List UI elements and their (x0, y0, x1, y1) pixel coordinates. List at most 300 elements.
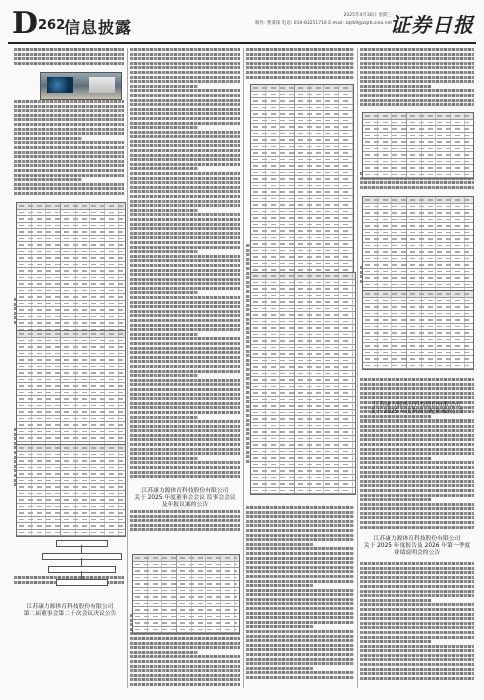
headline-line: 江苏康力源体育科技股份有限公司 (373, 402, 461, 408)
text-line (130, 365, 240, 368)
text-line (130, 246, 240, 249)
text-line (130, 515, 240, 518)
text-line (130, 94, 240, 97)
text-line (130, 434, 240, 437)
text-line (130, 296, 240, 299)
text-line (360, 475, 474, 478)
text-line (130, 452, 240, 455)
text-line (130, 278, 240, 281)
text-line (360, 461, 474, 464)
text-line (130, 112, 240, 115)
text-line (130, 347, 240, 350)
text-line (360, 378, 474, 381)
text-line (130, 528, 240, 531)
text-line (360, 383, 474, 386)
flow-arrow (81, 571, 82, 579)
text-line (130, 402, 240, 405)
text-line (130, 683, 240, 686)
text-line (14, 187, 124, 190)
text-line (130, 163, 240, 166)
text-line (130, 259, 240, 262)
edition-letter: D (12, 6, 39, 41)
text-line (130, 342, 240, 345)
text-line (360, 567, 474, 570)
text-line (130, 66, 240, 69)
text-line (14, 105, 124, 108)
table-row (133, 627, 239, 634)
text-line (130, 172, 240, 175)
text-line (246, 589, 354, 592)
text-line (130, 510, 240, 513)
text-line (246, 625, 313, 628)
text-line (246, 658, 354, 661)
text-line (14, 128, 124, 131)
text-line (360, 654, 474, 657)
data-table (250, 272, 356, 495)
text-line (246, 602, 354, 605)
text-line (246, 552, 354, 555)
text-line (130, 204, 240, 207)
headline-line: 及年报议案的公告 (161, 502, 209, 508)
text-line (130, 397, 240, 400)
text-line (130, 425, 240, 428)
text-line (130, 131, 240, 134)
table-row (17, 530, 125, 537)
headline-line: 业绩说明会的公告 (393, 550, 441, 556)
text-line (130, 448, 240, 451)
data-table (16, 330, 126, 449)
text-line (130, 53, 240, 56)
text-line (360, 181, 474, 184)
text-line (360, 516, 474, 519)
headline-line: 关于 2025 年度报告及 2026 年第一季度 (363, 543, 471, 549)
text-line (130, 103, 240, 106)
text-line (246, 639, 354, 642)
text-line (246, 635, 354, 638)
text-line (14, 169, 124, 172)
text-line (360, 658, 474, 661)
text-line (360, 62, 474, 65)
text-line (14, 114, 124, 117)
text-line (246, 53, 354, 56)
text-line (360, 85, 431, 88)
text-line (246, 621, 354, 624)
data-table (362, 196, 474, 302)
text-line (130, 642, 240, 645)
text-line (130, 466, 240, 469)
text-line (130, 443, 240, 446)
text-line (14, 57, 124, 60)
text-line (360, 526, 474, 529)
text-line (130, 190, 240, 193)
text-line (360, 571, 474, 574)
text-line (246, 71, 354, 74)
text-line (246, 598, 354, 601)
text-line (130, 177, 240, 180)
text-line (360, 594, 474, 597)
text-line (130, 264, 240, 267)
text-line (360, 103, 474, 106)
text-line (130, 383, 240, 386)
text-line (246, 538, 354, 541)
text-line (360, 608, 474, 611)
text-line (14, 132, 124, 135)
photo-screen-left (47, 77, 73, 93)
text-line (130, 328, 240, 331)
text-line (130, 655, 240, 658)
text-line (130, 241, 240, 244)
text-line (130, 108, 240, 111)
text-line (360, 448, 474, 451)
table-row (363, 363, 473, 370)
flow-arrow (81, 558, 82, 566)
flow-diagram (38, 540, 124, 602)
text-line (14, 141, 124, 144)
text-line (360, 640, 431, 643)
text-line (246, 593, 354, 596)
text-line (130, 388, 240, 391)
text-line (130, 420, 240, 423)
text-line (130, 282, 240, 285)
text-line (360, 617, 474, 620)
headline-line: 关于 2025 年度董事会会议 监事会会议 (134, 495, 236, 501)
headline-line: 江苏康力源体育科技股份有限公司 (373, 536, 461, 542)
column-rule (127, 48, 128, 688)
text-line (130, 232, 240, 235)
text-line (360, 585, 474, 588)
text-line (360, 489, 474, 492)
text-line (14, 100, 124, 103)
text-line (360, 48, 474, 51)
text-line (360, 512, 474, 515)
text-line (246, 520, 354, 523)
text-line (360, 57, 474, 60)
text-line (360, 484, 474, 487)
text-line (130, 76, 240, 79)
text-line (360, 66, 474, 69)
text-line (14, 155, 124, 158)
left-bottom-headline (16, 604, 124, 618)
text-line (14, 164, 124, 167)
text-line (130, 149, 240, 152)
text-line (360, 420, 474, 423)
text-line (360, 631, 474, 634)
date-line: 2025年4月30日 星期三 (343, 13, 392, 18)
text-line (360, 636, 474, 639)
text-line (360, 668, 474, 671)
text-line (360, 94, 474, 97)
text-line (360, 438, 474, 441)
text-line (130, 665, 240, 668)
text-line (246, 506, 354, 509)
text-line (246, 671, 354, 674)
text-line (246, 524, 354, 527)
text-line (130, 310, 240, 313)
data-table (16, 444, 126, 537)
text-line (14, 123, 124, 126)
text-line (130, 406, 240, 409)
column-rule (357, 48, 358, 688)
text-line (246, 648, 354, 651)
text-line (246, 48, 354, 51)
text-line (360, 443, 474, 446)
text-line (360, 387, 474, 390)
text-line (360, 80, 474, 83)
text-line (130, 471, 240, 474)
text-line (130, 200, 240, 203)
text-line (14, 109, 124, 112)
text-line (130, 393, 240, 396)
text-line (246, 561, 354, 564)
text-line (360, 434, 474, 437)
text-line (360, 645, 474, 648)
body-text-block (14, 48, 124, 66)
text-line (360, 471, 474, 474)
text-line (246, 575, 354, 578)
text-line (360, 452, 474, 455)
body-text-block (14, 100, 124, 196)
section-title: 信息披露 (64, 18, 133, 37)
text-line (130, 126, 198, 129)
text-line (14, 62, 124, 65)
text-line (246, 515, 354, 518)
text-line (130, 209, 198, 212)
right-bottom-headline (362, 536, 472, 557)
body-text-block (130, 510, 240, 533)
text-line (130, 651, 198, 654)
text-line (14, 53, 124, 56)
text-line (360, 53, 474, 56)
headline-line: 江苏康力源体育科技股份有限公司 (26, 604, 114, 610)
text-line (360, 576, 474, 579)
text-line (130, 287, 240, 290)
text-line (246, 570, 354, 573)
text-line (130, 351, 240, 354)
text-line (246, 57, 354, 60)
text-line (246, 529, 354, 532)
data-table (132, 554, 240, 634)
flow-box (48, 566, 116, 573)
text-line (130, 305, 240, 308)
text-line (246, 653, 354, 656)
text-line (130, 356, 240, 359)
text-line (360, 457, 431, 460)
text-line (130, 154, 240, 157)
text-line (130, 181, 240, 184)
flow-arrow (81, 545, 82, 553)
text-line (130, 99, 240, 102)
text-line (130, 273, 240, 276)
text-line (130, 370, 240, 373)
text-line (246, 667, 313, 670)
flow-box (42, 553, 122, 560)
text-line (130, 333, 198, 336)
text-line (130, 524, 240, 527)
text-line (246, 76, 354, 79)
text-line (246, 644, 354, 647)
text-line (130, 48, 240, 51)
table-row (363, 172, 473, 179)
text-line (360, 521, 474, 524)
text-line (360, 672, 474, 675)
right-upper-headline (362, 402, 472, 416)
text-line (130, 379, 240, 382)
data-table (362, 290, 474, 370)
text-line (130, 438, 240, 441)
text-line (130, 674, 240, 677)
text-line (360, 498, 431, 501)
flow-box (56, 579, 108, 586)
text-line (360, 425, 474, 428)
middle-bottom-headline (132, 488, 238, 509)
body-text-block (360, 378, 474, 424)
body-text-block (360, 48, 474, 108)
text-line (360, 562, 474, 565)
text-line (130, 291, 198, 294)
headline-line: 关于 2025 年度利润分配预案的公告 (370, 409, 464, 415)
text-line (14, 146, 124, 149)
text-line (14, 160, 124, 163)
text-line (360, 626, 474, 629)
text-line (130, 324, 240, 327)
text-line (130, 89, 240, 92)
text-line (14, 174, 124, 177)
text-line (130, 461, 240, 464)
text-line (14, 137, 82, 140)
headline-line: 江苏康力源体育科技股份有限公司 (141, 488, 229, 494)
text-line (360, 186, 474, 189)
text-line (360, 603, 474, 606)
text-line (360, 71, 474, 74)
text-line (130, 475, 240, 478)
photo-screen-right (89, 77, 115, 93)
text-line (360, 99, 474, 102)
body-text-block (130, 48, 240, 480)
text-line (14, 183, 124, 186)
text-line (130, 85, 198, 88)
text-line (130, 218, 240, 221)
text-line (130, 57, 240, 60)
text-line (130, 429, 240, 432)
text-line (130, 186, 240, 189)
text-line (246, 534, 354, 537)
text-line (360, 503, 474, 506)
text-line (130, 80, 240, 83)
text-line (360, 677, 474, 680)
text-line (130, 71, 240, 74)
text-line (130, 646, 240, 649)
text-line (246, 543, 313, 546)
text-line (246, 584, 313, 587)
text-line (130, 227, 240, 230)
text-line (130, 250, 198, 253)
text-line (246, 662, 354, 665)
text-line (130, 144, 240, 147)
text-line (130, 255, 240, 258)
text-line (246, 607, 354, 610)
data-table (362, 112, 474, 179)
text-line (246, 616, 354, 619)
text-line (130, 122, 240, 125)
text-line (130, 135, 240, 138)
text-line (130, 213, 240, 216)
text-line (14, 48, 124, 51)
text-line (130, 140, 240, 143)
text-line (246, 580, 354, 583)
text-line (130, 337, 240, 340)
text-line (130, 678, 240, 681)
text-line (360, 494, 474, 497)
text-line (14, 178, 82, 181)
body-text-block (360, 562, 474, 681)
text-line (360, 622, 474, 625)
text-line (130, 314, 240, 317)
text-line (130, 374, 198, 377)
text-line (360, 89, 474, 92)
text-line (130, 457, 198, 460)
headline-line: 第二届董事会第二十次会议决议公告 (23, 611, 117, 617)
text-line (360, 76, 474, 79)
text-line (360, 466, 474, 469)
text-line (246, 62, 354, 65)
newspaper-logo: 证券日报 (390, 13, 474, 37)
text-line (130, 301, 240, 304)
text-line (360, 392, 474, 395)
text-line (360, 507, 474, 510)
text-line (130, 195, 240, 198)
text-line (14, 151, 124, 154)
text-line (130, 223, 240, 226)
text-line (130, 117, 240, 120)
text-line (14, 118, 124, 121)
text-line (130, 62, 240, 65)
data-table (250, 84, 354, 294)
flow-box (56, 540, 108, 547)
body-text-block (246, 48, 354, 80)
text-line (130, 519, 240, 522)
body-text-block (246, 506, 354, 681)
text-line (130, 319, 240, 322)
text-line (130, 360, 240, 363)
text-line (130, 236, 240, 239)
text-line (246, 566, 354, 569)
text-line (130, 269, 240, 272)
text-line (130, 660, 240, 663)
data-table (16, 202, 126, 334)
column-rule (243, 48, 244, 688)
text-line (246, 557, 354, 560)
page-number: 262 (38, 18, 66, 33)
text-line (130, 158, 240, 161)
body-text-block (360, 420, 474, 530)
text-line (14, 192, 124, 195)
text-line (360, 396, 474, 399)
text-line (360, 649, 474, 652)
text-line (360, 580, 474, 583)
text-line (360, 429, 474, 432)
text-line (130, 637, 240, 640)
editor-line: 制作: 曹秉琛 电话: 010-83251716 E-mail: zqrb9@zqrb.sina.net (254, 21, 392, 26)
text-line (130, 416, 198, 419)
text-line (130, 669, 240, 672)
text-line (360, 599, 431, 602)
text-line (246, 511, 354, 514)
text-line (246, 676, 354, 679)
table-row (251, 488, 355, 495)
meeting-photo (40, 72, 122, 100)
text-line (246, 66, 354, 69)
text-line (360, 613, 474, 616)
